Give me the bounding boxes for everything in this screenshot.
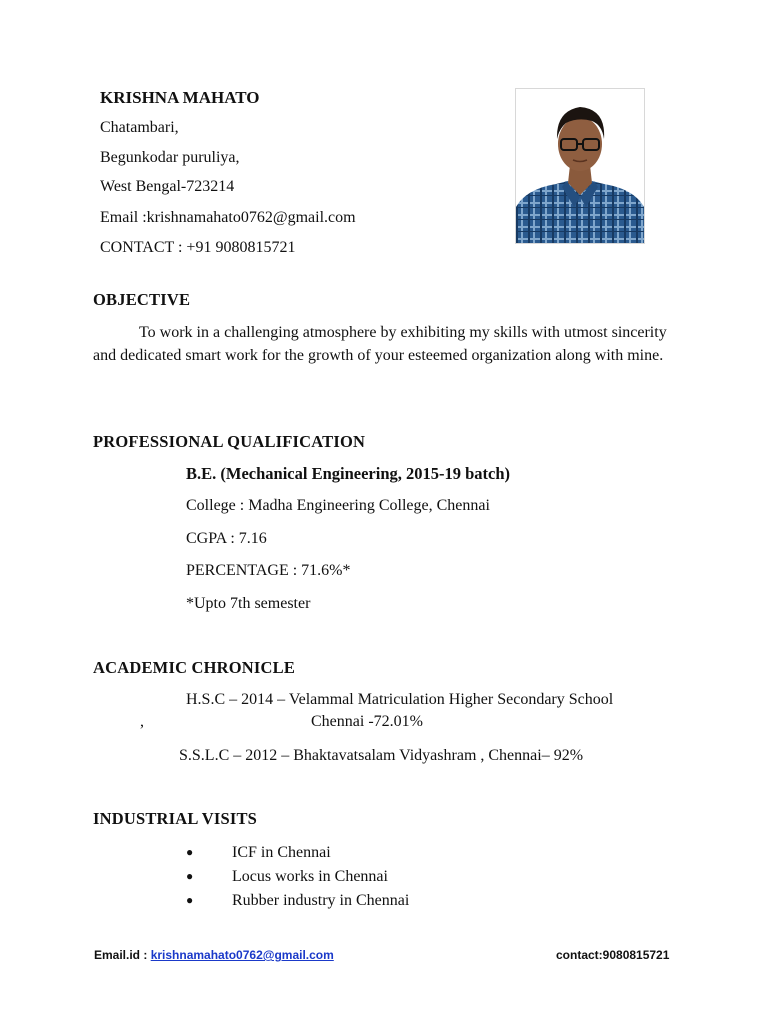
visit-item: Locus works in Chennai [232,868,388,885]
college-line: College : Madha Engineering College, Chennai [186,497,490,514]
objective-heading: OBJECTIVE [93,290,191,309]
visit-item: ICF in Chennai [232,844,331,861]
candidate-name: KRISHNA MAHATO [100,88,260,107]
visit-item: Rubber industry in Chennai [232,892,410,909]
person-photo-icon [516,89,644,243]
contact-line: CONTACT : +91 9080815721 [100,239,296,256]
degree-title: B.E. (Mechanical Engineering, 2015-19 batch) [186,464,511,483]
address-line-3: West Bengal-723214 [100,178,235,195]
bullet-icon: ● [186,869,194,883]
cgpa-line: CGPA : 7.16 [186,530,267,547]
footer-email-link[interactable]: krishnamahato0762@gmail.com [150,948,334,962]
percentage-line: PERCENTAGE : 71.6%* [186,562,351,579]
footer-contact: contact:9080815721 [556,948,670,962]
hsc-result: Chennai -72.01% [311,713,423,730]
email-line: Email :krishnamahato0762@gmail.com [100,209,356,226]
visits-heading: INDUSTRIAL VISITS [93,809,258,828]
hsc-line: H.S.C – 2014 – Velammal Matriculation Higher Secondary School [186,691,614,708]
academic-heading: ACADEMIC CHRONICLE [93,658,296,677]
sslc-line: S.S.L.C – 2012 – Bhaktavatsalam Vidyashram , Chennai– 92% [179,747,584,764]
bullet-icon: ● [186,845,194,859]
address-line-2: Begunkodar puruliya, [100,149,240,166]
qualification-heading: PROFESSIONAL QUALIFICATION [93,432,366,451]
footer-email [94,948,334,962]
hsc-comma: , [140,713,144,730]
address-line-1: Chatambari, [100,119,179,136]
footer-email-label: Email.id : [94,948,151,962]
profile-photo [515,88,645,244]
bullet-icon: ● [186,893,194,907]
objective-text [93,321,683,367]
semester-note: *Upto 7th semester [186,595,311,612]
objective-body: To work in a challenging atmosphere by exhibiting my skills with utmost sincerity and dedicated smart work for the growth of your esteemed organization along with mine. [93,324,667,364]
